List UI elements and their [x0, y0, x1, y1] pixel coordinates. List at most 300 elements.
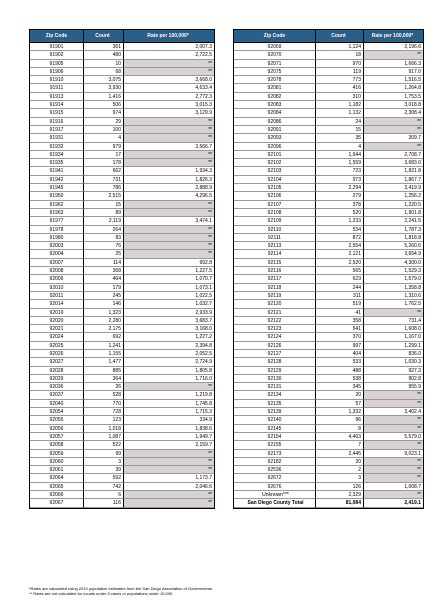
- header-rate: Rate per 100,000*: [371, 33, 414, 39]
- count-cell: 126: [316, 483, 364, 491]
- rate-cell: **: [124, 383, 214, 391]
- count-cell: 2,520: [316, 259, 364, 267]
- table-row: [234, 483, 423, 491]
- zip-cell: 92102: [234, 159, 316, 167]
- table-row: [234, 68, 423, 76]
- rate-cell: 3,419.9: [364, 184, 423, 192]
- zip-cell: 92009: [30, 275, 84, 283]
- rate-cell: 1,073.1: [124, 284, 214, 292]
- unknown-row: [234, 491, 423, 499]
- count-cell: 18: [316, 51, 364, 59]
- table-row: [30, 101, 214, 109]
- rate-cell: 927.3: [364, 367, 423, 375]
- zip-cell: 92029: [30, 375, 84, 383]
- zip-cell: 92107: [234, 201, 316, 209]
- rate-cell: 1,227.2: [124, 333, 214, 341]
- count-cell: 480: [84, 51, 124, 59]
- count-cell: 364: [84, 375, 124, 383]
- zip-cell: 92060: [30, 458, 84, 466]
- zip-cell: 92008: [30, 267, 84, 275]
- count-cell: 973: [316, 176, 364, 184]
- rate-cell: 2,722.5: [124, 51, 214, 59]
- rate-cell: 1,220.5: [364, 201, 423, 209]
- header-zip: Zip Code: [30, 30, 84, 42]
- rate-cell: **: [124, 234, 214, 242]
- table-row: [234, 43, 423, 51]
- zip-cell: 92026: [30, 350, 84, 358]
- rate-cell: **: [364, 309, 423, 317]
- zip-cell: 92105: [234, 184, 316, 192]
- rate-cell: 1,753.5: [364, 93, 423, 101]
- table-row: [234, 400, 423, 408]
- zip-cell: 92028: [30, 367, 84, 375]
- total-row: [234, 499, 423, 507]
- zip-cell: 92128: [234, 358, 316, 366]
- zip-cell: 92096: [234, 143, 316, 151]
- rate-cell: 1,818.8: [364, 234, 423, 242]
- zip-cell: 92155: [234, 441, 316, 449]
- table-row: [234, 76, 423, 84]
- zip-cell: 92130: [234, 375, 316, 383]
- count-cell: 358: [316, 317, 364, 325]
- table-row: [234, 101, 423, 109]
- table-row: [30, 226, 214, 234]
- count-cell: 378: [316, 201, 364, 209]
- zip-cell: 91902: [30, 51, 84, 59]
- zip-cell: 91913: [30, 93, 84, 101]
- zip-cell: 92110: [234, 226, 316, 234]
- zip-cell: 91914: [30, 101, 84, 109]
- table-row: [30, 383, 214, 391]
- rate-cell: **: [124, 209, 214, 217]
- rate-cell: **: [124, 458, 214, 466]
- count-cell: 1,416: [84, 93, 124, 101]
- count-cell: 723: [316, 167, 364, 175]
- rate-cell: 2,007.3: [124, 43, 214, 51]
- zip-cell: 92037: [30, 391, 84, 399]
- table-row: [234, 134, 423, 142]
- count-cell: 786: [84, 184, 124, 192]
- count-cell: 592: [84, 474, 124, 482]
- count-cell: 76: [84, 242, 124, 250]
- zip-cell: 92111: [234, 234, 316, 242]
- count-cell: 464: [84, 275, 124, 283]
- zip-cell: 91942: [30, 176, 84, 184]
- count-cell: 279: [316, 192, 364, 200]
- zip-cell: 92059: [30, 450, 84, 458]
- count-cell: 26: [84, 383, 124, 391]
- zip-cell: 92070: [234, 51, 316, 59]
- rate-cell: 2,159.7: [124, 441, 214, 449]
- table-row: [234, 333, 423, 341]
- rate-cell: 1,715.3: [124, 408, 214, 416]
- zip-cell: 91980: [30, 234, 84, 242]
- count-cell: 742: [84, 483, 124, 491]
- zip-cell: 92069: [234, 43, 316, 51]
- zip-cell: 92129: [234, 367, 316, 375]
- count-cell: 100: [84, 126, 124, 134]
- count-cell: 2,294: [316, 184, 364, 192]
- count-cell: 20: [316, 458, 364, 466]
- count-cell: 731: [84, 176, 124, 184]
- rate-cell: **: [364, 491, 423, 499]
- count-cell: 2,280: [84, 317, 124, 325]
- table-row: [234, 250, 423, 258]
- rate-cell: **: [364, 143, 423, 151]
- count-cell: 3,930: [84, 84, 124, 92]
- rate-cell: 3,402.4: [364, 408, 423, 416]
- table-row: [234, 317, 423, 325]
- table-row: [30, 60, 214, 68]
- rate-cell: **: [124, 491, 214, 499]
- table-row: [234, 275, 423, 283]
- table-row: [234, 267, 423, 275]
- total-count: 81,084: [316, 499, 364, 507]
- zip-cell: 92003: [30, 242, 84, 250]
- table-row: [30, 325, 214, 333]
- count-cell: 24: [316, 118, 364, 126]
- rate-cell: **: [364, 400, 423, 408]
- zip-cell: 92027: [30, 358, 84, 366]
- count-cell: 1,332: [316, 408, 364, 416]
- zip-cell: 92057: [30, 433, 84, 441]
- count-cell: 662: [84, 167, 124, 175]
- count-cell: 370: [316, 333, 364, 341]
- header-count: Count: [316, 30, 364, 42]
- count-cell: 3: [316, 474, 364, 482]
- zip-cell: 92536: [234, 466, 316, 474]
- table-row: [30, 234, 214, 242]
- count-cell: 116: [84, 499, 124, 507]
- header-count: Count: [84, 30, 124, 42]
- rate-cell: 955.9: [364, 383, 423, 391]
- zip-cell: 92036: [30, 383, 84, 391]
- zip-cell: 91906: [30, 68, 84, 76]
- table-row: [30, 425, 214, 433]
- zip-cell: 92091: [234, 126, 316, 134]
- rate-cell: 1,022.5: [124, 292, 214, 300]
- count-cell: 15: [84, 201, 124, 209]
- table-row: [234, 309, 423, 317]
- table-row: [234, 51, 423, 59]
- zip-cell: 92114: [234, 250, 316, 258]
- table-row: [30, 118, 214, 126]
- count-cell: 1,155: [84, 350, 124, 358]
- table-row: [30, 367, 214, 375]
- rate-cell: **: [124, 250, 214, 258]
- zip-cell: 92117: [234, 275, 316, 283]
- table-row: [234, 259, 423, 267]
- table-body: [30, 43, 214, 508]
- count-cell: 3,075: [84, 76, 124, 84]
- rate-cell: 1,256.2: [364, 192, 423, 200]
- table-row: [30, 499, 214, 507]
- table-row: [234, 242, 423, 250]
- count-cell: 345: [316, 383, 364, 391]
- zip-cell: 92116: [234, 267, 316, 275]
- rate-cell: 4,300.0: [364, 259, 423, 267]
- table-row: [30, 217, 214, 225]
- table-row: [30, 350, 214, 358]
- count-cell: 1,233: [316, 217, 364, 225]
- table-row: [30, 151, 214, 159]
- count-cell: 311: [316, 292, 364, 300]
- table-row: [234, 408, 423, 416]
- count-cell: 565: [316, 267, 364, 275]
- table-row: [30, 143, 214, 151]
- count-cell: 404: [316, 350, 364, 358]
- zip-cell: 92011: [30, 292, 84, 300]
- count-cell: 68: [84, 68, 124, 76]
- count-cell: 264: [84, 226, 124, 234]
- zip-cell: 91911: [30, 84, 84, 92]
- zip-cell: 92139: [234, 408, 316, 416]
- table-row: [234, 433, 423, 441]
- table-row: [30, 450, 214, 458]
- count-cell: 6: [84, 491, 124, 499]
- zip-cell: 91962: [30, 201, 84, 209]
- table-row: [234, 367, 423, 375]
- table-row: [30, 333, 214, 341]
- zip-cell: 92064: [30, 474, 84, 482]
- count-cell: 728: [84, 408, 124, 416]
- zip-cell: 92120: [234, 300, 316, 308]
- rate-cell: 1,826.3: [124, 176, 214, 184]
- table-row: [30, 441, 214, 449]
- count-cell: 83: [84, 234, 124, 242]
- table-row: [30, 358, 214, 366]
- table-row: [30, 458, 214, 466]
- zip-cell: 92140: [234, 416, 316, 424]
- table-row: [234, 391, 423, 399]
- count-cell: 970: [316, 60, 364, 68]
- zip-cell: 92134: [234, 391, 316, 399]
- count-cell: 2,175: [84, 325, 124, 333]
- count-cell: 179: [84, 284, 124, 292]
- rate-cell: **: [364, 441, 423, 449]
- zip-cell: 91978: [30, 226, 84, 234]
- zip-cell: 92106: [234, 192, 316, 200]
- zip-cell: 92004: [30, 250, 84, 258]
- zip-cell: 92007: [30, 259, 84, 267]
- rate-cell: 2,196.6: [364, 43, 423, 51]
- table-row: [30, 201, 214, 209]
- table-row: [234, 375, 423, 383]
- table-row: [30, 192, 214, 200]
- count-cell: 57: [316, 400, 364, 408]
- zip-cell: 92131: [234, 383, 316, 391]
- count-cell: 123: [84, 416, 124, 424]
- count-cell: 1,241: [84, 342, 124, 350]
- table-row: [30, 342, 214, 350]
- table-row: [30, 259, 214, 267]
- rate-cell: 1,167.0: [364, 333, 423, 341]
- table-row: [30, 134, 214, 142]
- table-row: [234, 184, 423, 192]
- count-cell: 520: [316, 209, 364, 217]
- count-cell: 997: [316, 342, 364, 350]
- zip-cell: 91931: [30, 134, 84, 142]
- count-cell: 1,644: [316, 151, 364, 159]
- rate-cell: 2,052.5: [124, 350, 214, 358]
- table-row: [30, 300, 214, 308]
- rate-cell: **: [124, 159, 214, 167]
- table-row: [30, 76, 214, 84]
- count-cell: 2,554: [316, 242, 364, 250]
- count-cell: 1,087: [84, 433, 124, 441]
- zip-cell: 91945: [30, 184, 84, 192]
- rate-cell: 4,296.5: [124, 192, 214, 200]
- rate-cell: 334.9: [124, 416, 214, 424]
- rate-cell: **: [364, 466, 423, 474]
- count-cell: 146: [84, 300, 124, 308]
- rate-cell: **: [124, 242, 214, 250]
- count-cell: 4: [316, 143, 364, 151]
- rate-cell: **: [364, 118, 423, 126]
- table-row: [234, 466, 423, 474]
- table-header: [234, 30, 423, 43]
- table-row: [234, 300, 423, 308]
- header-rate: Rate per 100,000*: [147, 33, 189, 39]
- count-cell: 416: [316, 84, 364, 92]
- rate-cell: 1,173.7: [124, 474, 214, 482]
- zip-cell: 91932: [30, 143, 84, 151]
- rate-cell: 2,933.9: [124, 309, 214, 317]
- zip-cell: 91935: [30, 159, 84, 167]
- zip-cell: 92066: [30, 491, 84, 499]
- zip-cell: 92145: [234, 425, 316, 433]
- count-cell: 2: [316, 466, 364, 474]
- count-cell: 623: [316, 275, 364, 283]
- table-row: [30, 375, 214, 383]
- zip-cell: 91934: [30, 151, 84, 159]
- zip-cell: 92061: [30, 466, 84, 474]
- table-header: [30, 30, 214, 43]
- zip-cell: 92101: [234, 151, 316, 159]
- footnotes: [29, 586, 213, 596]
- table-row: [234, 226, 423, 234]
- count-cell: 1,559: [316, 159, 364, 167]
- zip-cell: 92054: [30, 408, 84, 416]
- count-cell: 4,463: [316, 433, 364, 441]
- table-row: [234, 425, 423, 433]
- rate-cell: 3,129.9: [124, 109, 214, 117]
- rate-cell: 2,046.6: [124, 483, 214, 491]
- zip-cell: 91950: [30, 192, 84, 200]
- zip-cell: 92071: [234, 60, 316, 68]
- table-row: [234, 441, 423, 449]
- zip-cell: 92021: [30, 325, 84, 333]
- zip-cell: 92083: [234, 101, 316, 109]
- count-cell: 99: [84, 450, 124, 458]
- count-cell: 1,182: [316, 101, 364, 109]
- count-cell: 1,477: [84, 358, 124, 366]
- count-cell: 541: [316, 325, 364, 333]
- table-row: [30, 167, 214, 175]
- zip-cell: 92104: [234, 176, 316, 184]
- zip-cell: 92093: [234, 134, 316, 142]
- zip-cell: 92127: [234, 350, 316, 358]
- count-cell: 872: [316, 234, 364, 242]
- count-cell: 3: [84, 458, 124, 466]
- rate-cell: 1,762.5: [364, 300, 423, 308]
- table-row: [30, 408, 214, 416]
- rate-cell: 3,683.0: [364, 159, 423, 167]
- header-zip: Zip Code: [234, 30, 316, 42]
- rate-cell: 1,787.3: [364, 226, 423, 234]
- footnote-rates: *Rates are calculated using 2019 population estimates from the San Diego Association of Governments.: [29, 586, 214, 591]
- rate-cell: 3,654.9: [364, 250, 423, 258]
- zip-cell: 92119: [234, 292, 316, 300]
- table-row: [234, 284, 423, 292]
- table-row: [30, 242, 214, 250]
- rate-cell: 1,608.0: [364, 325, 423, 333]
- zip-cell: 92154: [234, 433, 316, 441]
- rate-cell: 3,474.1: [124, 217, 214, 225]
- rate-cell: 1,821.8: [364, 167, 423, 175]
- rate-cell: **: [364, 474, 423, 482]
- zip-cell: 92173: [234, 450, 316, 458]
- rate-cell: 1,745.8: [124, 400, 214, 408]
- count-cell: 522: [84, 441, 124, 449]
- count-cell: 979: [84, 143, 124, 151]
- rate-cell: 1,264.8: [364, 84, 423, 92]
- count-cell: 178: [84, 159, 124, 167]
- table-row: [30, 250, 214, 258]
- rate-cell: **: [124, 68, 214, 76]
- rate-cell: 1,666.3: [364, 60, 423, 68]
- rate-cell: 9,023.1: [364, 450, 423, 458]
- count-cell: 310: [316, 93, 364, 101]
- count-cell: 2,515: [84, 192, 124, 200]
- table-row: [234, 383, 423, 391]
- rate-cell: 836.0: [364, 350, 423, 358]
- count-cell: 1,323: [84, 309, 124, 317]
- table-row: [30, 474, 214, 482]
- rate-cell: **: [364, 51, 423, 59]
- zip-cell: 91910: [30, 76, 84, 84]
- table-row: [30, 209, 214, 217]
- zip-cell: 92124: [234, 333, 316, 341]
- count-cell: 368: [84, 267, 124, 275]
- table-row: [30, 126, 214, 134]
- table-body: [234, 43, 423, 491]
- rate-cell: 1,579.0: [364, 275, 423, 283]
- rate-cell: 902.8: [364, 375, 423, 383]
- rate-cell: 1,516.5: [364, 76, 423, 84]
- count-cell: 974: [84, 109, 124, 117]
- count-cell: 1,018: [84, 425, 124, 433]
- table-row: [234, 159, 423, 167]
- rate-cell: 3,168.0: [124, 325, 214, 333]
- rate-cell: 1,949.7: [124, 433, 214, 441]
- rate-cell: 1,805.8: [124, 367, 214, 375]
- zip-table-left: [29, 29, 215, 509]
- count-cell: 528: [84, 391, 124, 399]
- rate-cell: 1,008.7: [364, 483, 423, 491]
- zip-cell: 92019: [30, 309, 84, 317]
- table-row: [234, 126, 423, 134]
- count-cell: 10: [84, 60, 124, 68]
- table-row: [30, 433, 214, 441]
- rate-cell: **: [124, 134, 214, 142]
- count-cell: 506: [84, 101, 124, 109]
- rate-cell: **: [364, 425, 423, 433]
- rate-cell: 3,015.3: [124, 101, 214, 109]
- zip-table-right: [233, 29, 424, 509]
- count-cell: 96: [316, 416, 364, 424]
- zip-cell: 92065: [30, 483, 84, 491]
